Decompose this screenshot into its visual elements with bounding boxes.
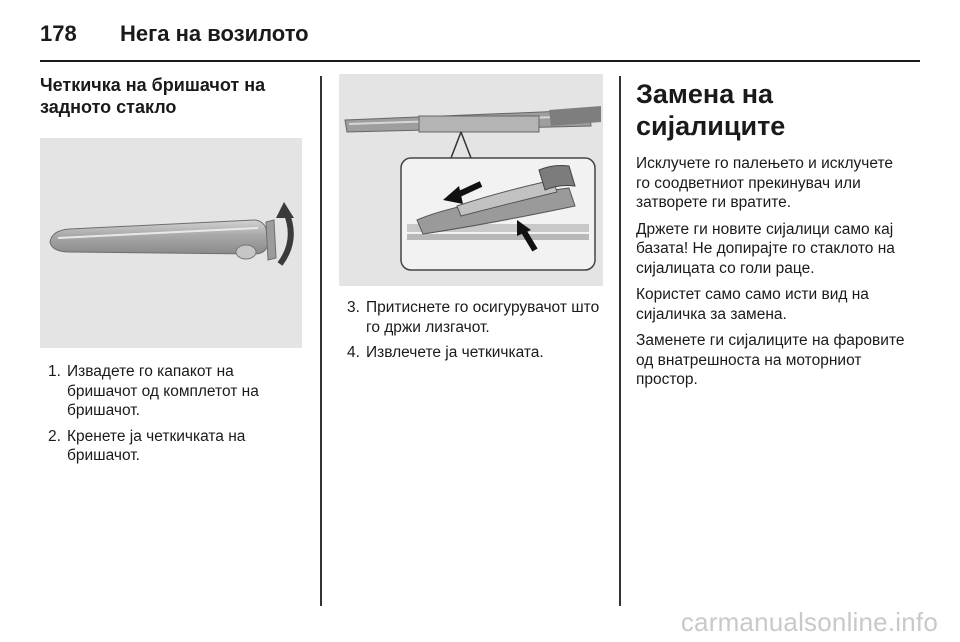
paragraph: Користет само само исти вид на сијаличка за замена.: [636, 286, 869, 323]
wiper-arm-image: [40, 138, 302, 348]
rotate-arrow-icon: [280, 212, 291, 264]
instruction-steps: [339, 298, 603, 363]
paragraph: Заменете ги сијалиците на фаровите од внатрешноста на моторниот простор.: [636, 332, 905, 388]
step-number: 2.: [48, 427, 61, 445]
page-number: 178: [40, 21, 77, 46]
section-heading-rear-wiper: Четкичка на бришачот на задното стакло: [40, 75, 266, 117]
wiper-blade-image: [339, 74, 603, 286]
header-rule: [40, 60, 920, 62]
step-text: Кренете ја четкичката на бришачот.: [67, 427, 246, 464]
column-divider: [320, 76, 322, 606]
step-text: Извлечете ја четкичката.: [366, 344, 544, 361]
step-text: Извадете го капакот на бришачот од комплетот на бришачот.: [67, 363, 259, 419]
watermark: carmanualsonline.info: [680, 607, 938, 637]
paragraph: Држете ги новите сијалици само кај базата! Не допирајте го стаклото на сијалицата со голи раце.: [636, 220, 895, 277]
step-number: 1.: [48, 363, 61, 380]
right-column: [636, 78, 906, 397]
section-heading-bulb-replacement: Замена на сијалиците: [636, 79, 786, 141]
list-item: [40, 362, 304, 421]
list-item: [339, 298, 603, 337]
list-item: [40, 427, 304, 466]
step-number: 4.: [347, 344, 360, 361]
column-divider: [619, 76, 621, 606]
wiper-cover-illustration: [40, 138, 302, 348]
wiper-blade-removal-illustration: [339, 74, 603, 286]
page-header: [40, 14, 309, 54]
step-text: Притиснете го осигурувачот што го држи лизгачот.: [366, 299, 600, 336]
paragraph: Исклучете го палењето и исклучете го соодветниот прекинувач или затворете ги вратите.: [636, 155, 893, 211]
middle-column: [339, 74, 603, 369]
left-column: [40, 74, 304, 472]
running-title: Нега на возилото: [120, 21, 309, 46]
step-number: 3.: [347, 299, 360, 316]
list-item: [339, 343, 603, 363]
instruction-steps: [40, 362, 304, 466]
